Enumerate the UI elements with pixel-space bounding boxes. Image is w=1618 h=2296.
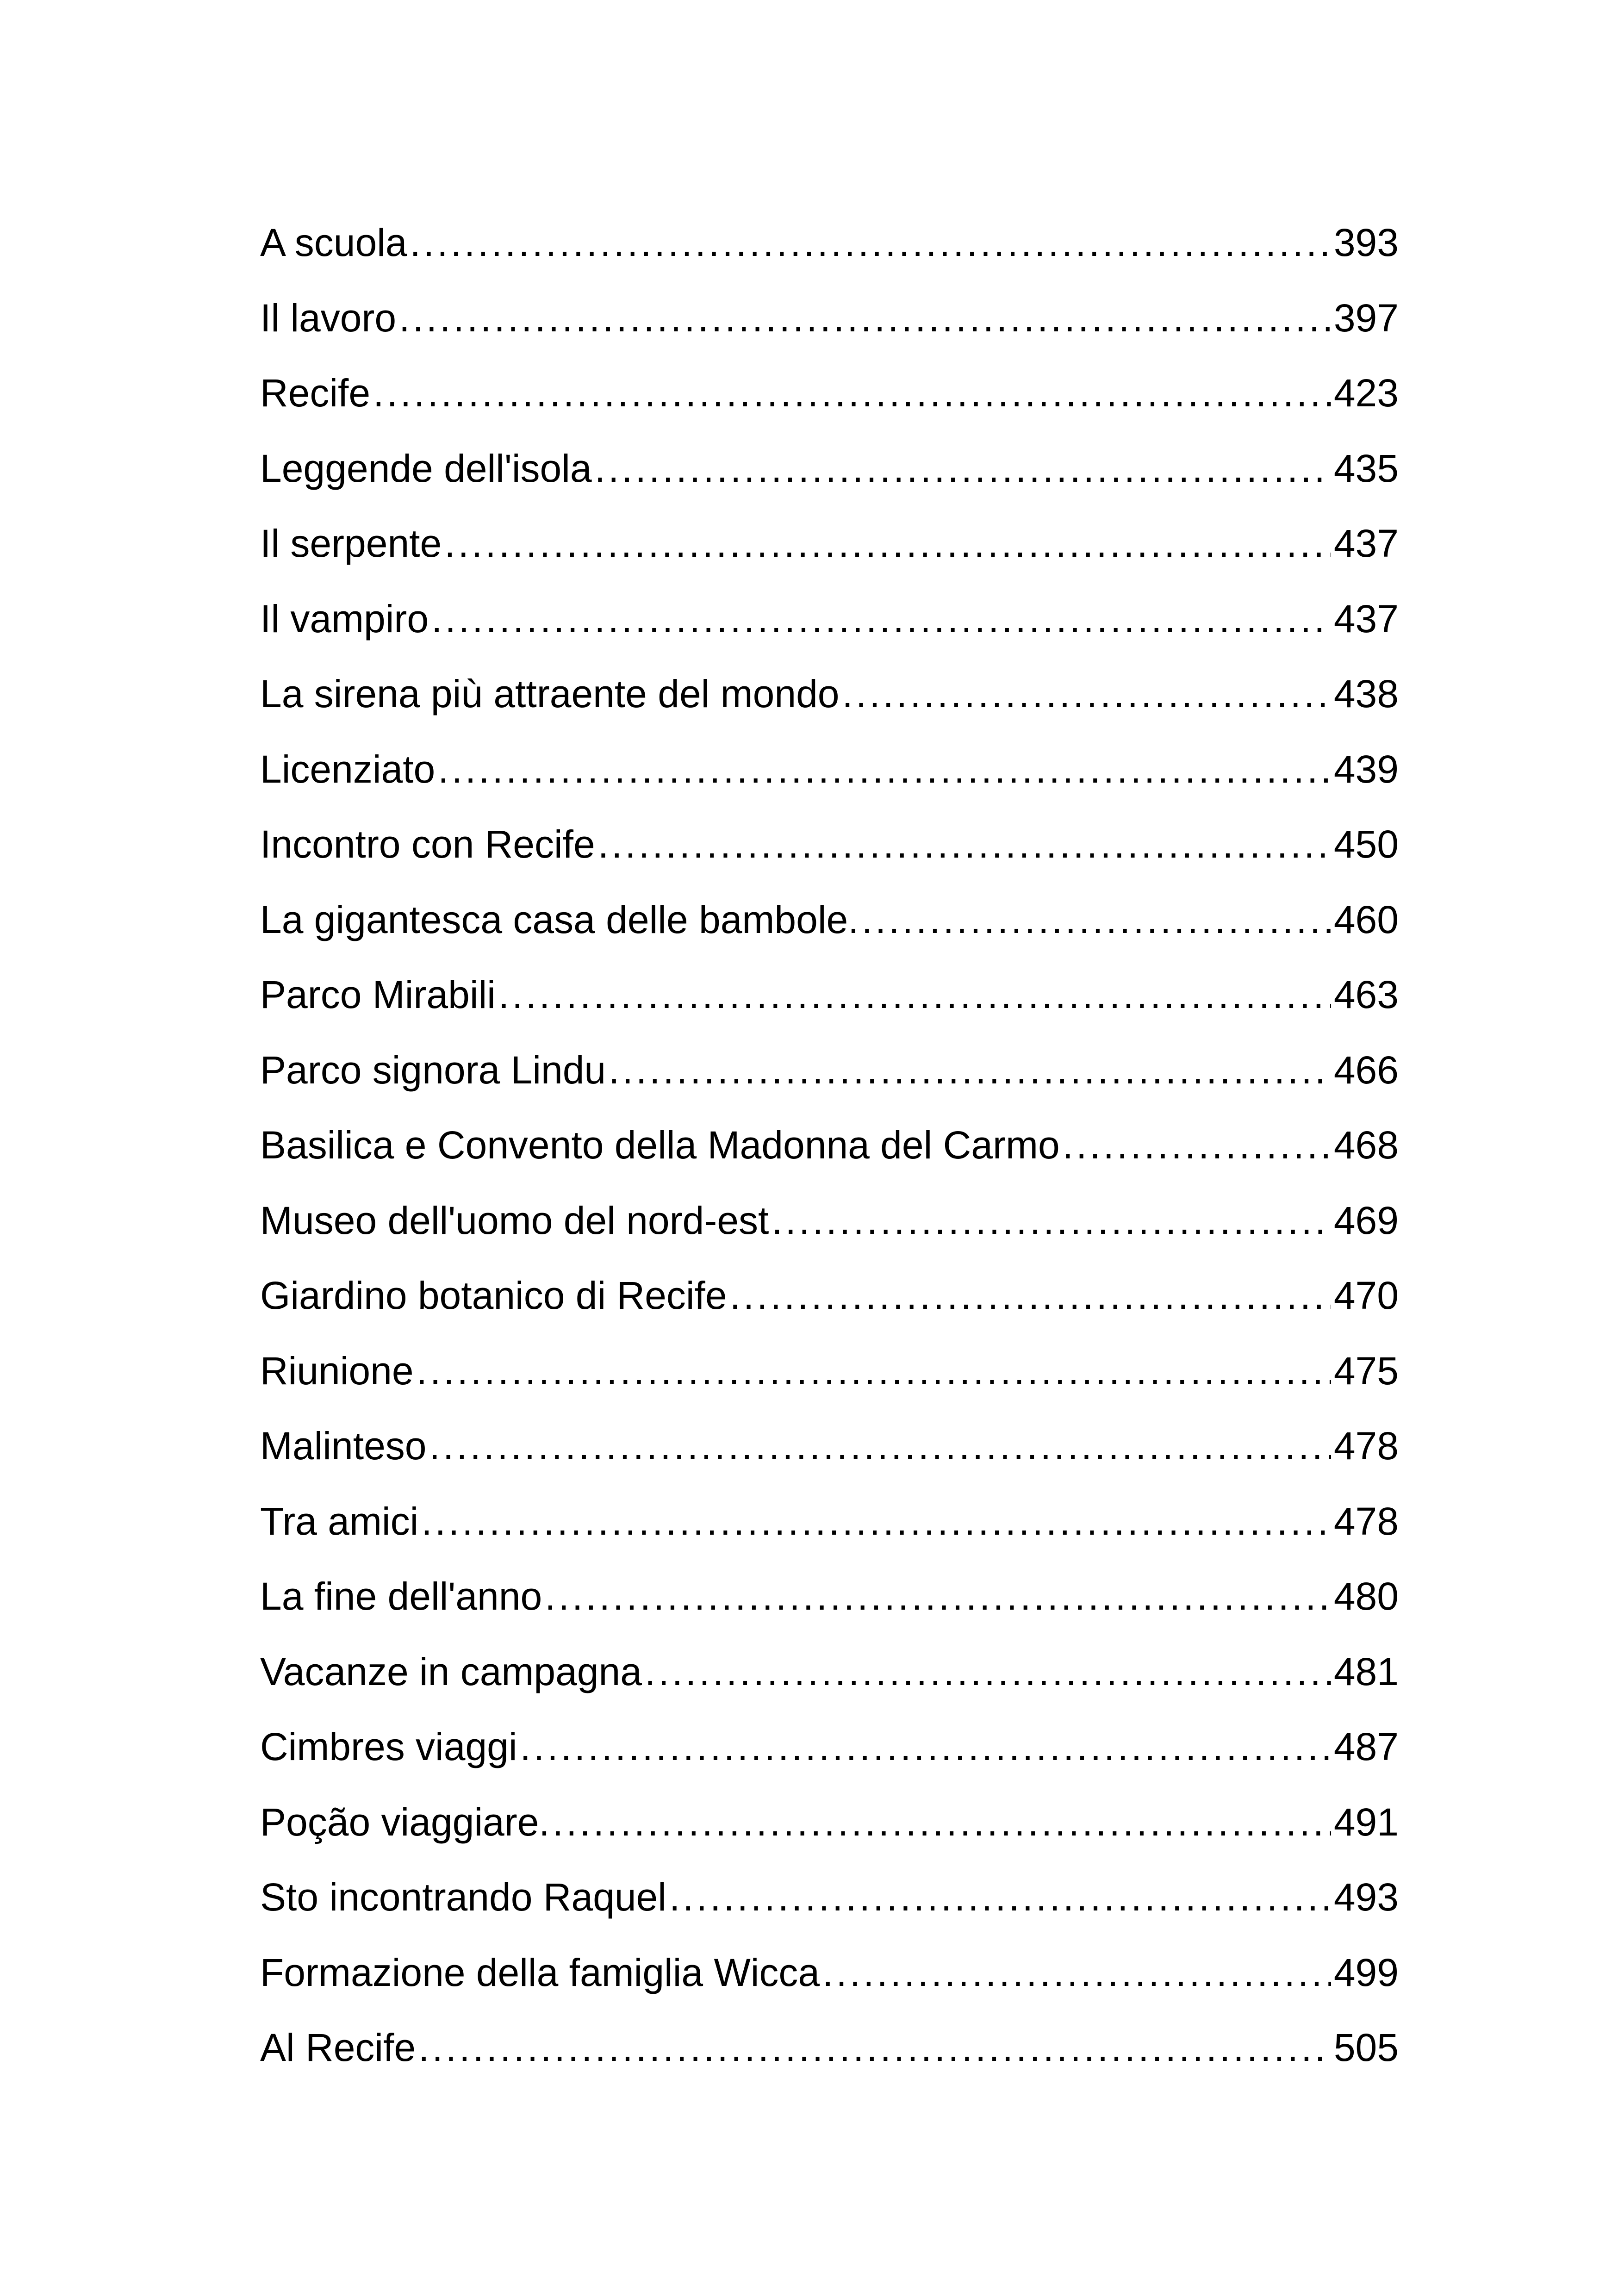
toc-entry-page: 435 — [1333, 446, 1399, 490]
toc-entry-title: Malinteso — [260, 1424, 427, 1468]
toc-entry-page: 439 — [1333, 747, 1399, 791]
toc-entry-page: 505 — [1333, 2026, 1399, 2069]
toc-entry-title: Parco signora Lindu — [260, 1048, 606, 1092]
toc-entry-title: Riunione — [260, 1349, 414, 1393]
dot-leader — [438, 732, 1331, 807]
toc-entry[interactable] — [260, 957, 1399, 1033]
toc-entry-title: Cimbres viaggi — [260, 1725, 517, 1768]
toc-entry-title: Il serpente — [260, 522, 442, 565]
toc-entry[interactable] — [260, 205, 1399, 280]
toc-entry[interactable] — [260, 1935, 1399, 2010]
toc-entry-page: 450 — [1333, 822, 1399, 866]
toc-entry-page: 466 — [1333, 1048, 1399, 1092]
toc-entry-page: 493 — [1333, 1875, 1399, 1919]
toc-entry[interactable] — [260, 1408, 1399, 1484]
toc-entry-page: 469 — [1333, 1198, 1399, 1242]
toc-entry-page: 437 — [1333, 522, 1399, 565]
toc-entry-page: 460 — [1333, 897, 1399, 941]
dot-leader — [421, 1484, 1331, 1559]
toc-entry-title: La fine dell'anno — [260, 1574, 542, 1618]
toc-entry[interactable] — [260, 280, 1399, 356]
toc-entry-title: Vacanze in campagna — [260, 1649, 642, 1693]
toc-entry-title: Il vampiro — [260, 597, 429, 641]
toc-entry[interactable] — [260, 882, 1399, 958]
dot-leader — [444, 506, 1331, 581]
toc-entry-title: Al Recife — [260, 2026, 416, 2069]
toc-entry[interactable] — [260, 1559, 1399, 1634]
toc-entry-title: Museo dell'uomo del nord-est — [260, 1198, 769, 1242]
toc-entry-page: 468 — [1333, 1123, 1399, 1167]
dot-leader — [553, 1785, 1331, 1860]
dot-leader — [595, 431, 1331, 506]
dot-leader — [669, 1860, 1331, 1935]
toc-entry-page: 499 — [1333, 1950, 1399, 1994]
dot-leader — [417, 1333, 1331, 1409]
toc-entry-title: Poção viaggiare. — [260, 1800, 550, 1844]
toc-entry-page: 478 — [1333, 1424, 1399, 1468]
toc-entry-page: 393 — [1333, 221, 1399, 264]
toc-entry[interactable] — [260, 355, 1399, 431]
toc-entry[interactable] — [260, 581, 1399, 657]
dot-leader — [498, 957, 1331, 1033]
toc-entry-page: 475 — [1333, 1349, 1399, 1393]
toc-entry[interactable] — [260, 1785, 1399, 1860]
toc-entry[interactable] — [260, 1709, 1399, 1785]
toc-entry[interactable] — [260, 1333, 1399, 1409]
toc-entry[interactable] — [260, 2010, 1399, 2085]
toc-entry-page: 463 — [1333, 973, 1399, 1016]
toc-entry-page: 437 — [1333, 597, 1399, 641]
dot-leader — [545, 1559, 1331, 1634]
dot-leader — [373, 355, 1331, 431]
toc-entry[interactable] — [260, 1258, 1399, 1333]
toc-entry-title: Basilica e Convento della Madonna del Carmo — [260, 1123, 1060, 1167]
toc-entry-page: 423 — [1333, 371, 1399, 415]
toc-entry[interactable] — [260, 1484, 1399, 1559]
toc-entry-title: La gigantesca casa delle bambole. — [260, 897, 859, 941]
toc-entry-page: 481 — [1333, 1649, 1399, 1693]
dot-leader — [842, 656, 1331, 732]
toc-entry-title: A scuola — [260, 221, 407, 264]
toc-entry-title: Leggende dell'isola — [260, 446, 592, 490]
dot-leader — [645, 1634, 1331, 1710]
toc-entry-title: Sto incontrando Raquel — [260, 1875, 666, 1919]
toc-entry-page: 397 — [1333, 296, 1399, 340]
dot-leader — [399, 280, 1331, 356]
toc-entry[interactable] — [260, 807, 1399, 882]
toc-entry-title: Licenziato — [260, 747, 436, 791]
toc-entry[interactable] — [260, 506, 1399, 581]
toc-entry-title: Incontro con Recife — [260, 822, 595, 866]
toc-entry[interactable] — [260, 431, 1399, 506]
dot-leader — [609, 1033, 1331, 1108]
toc-entry[interactable] — [260, 1033, 1399, 1108]
dot-leader — [418, 2010, 1331, 2085]
toc-entry-title: Formazione della famiglia Wicca — [260, 1950, 820, 1994]
toc-entry[interactable] — [260, 1108, 1399, 1183]
toc-entry-page: 438 — [1333, 672, 1399, 716]
toc-entry-title: Parco Mirabili — [260, 973, 496, 1016]
dot-leader — [772, 1183, 1331, 1258]
toc-entry-page: 487 — [1333, 1725, 1399, 1768]
toc-entry-title: Tra amici — [260, 1499, 419, 1543]
dot-leader — [598, 807, 1331, 882]
toc-entry-title: La sirena più attraente del mondo — [260, 672, 840, 716]
toc-entry[interactable] — [260, 656, 1399, 732]
dot-leader — [410, 205, 1331, 280]
dot-leader — [822, 1935, 1331, 2010]
dot-leader — [431, 581, 1331, 657]
dot-leader — [862, 882, 1331, 958]
dot-leader — [730, 1258, 1331, 1333]
toc-entry-page: 491 — [1333, 1800, 1399, 1844]
toc-entry-title: Giardino botanico di Recife — [260, 1274, 727, 1317]
toc-entry-title: Recife — [260, 371, 371, 415]
toc-entry[interactable] — [260, 1860, 1399, 1935]
toc-entry-page: 480 — [1333, 1574, 1399, 1618]
toc-entry[interactable] — [260, 732, 1399, 807]
dot-leader — [520, 1709, 1331, 1785]
toc-entry[interactable] — [260, 1183, 1399, 1258]
table-of-contents — [260, 205, 1399, 2085]
dot-leader — [429, 1408, 1331, 1484]
toc-entry[interactable] — [260, 1634, 1399, 1710]
dot-leader — [1063, 1108, 1331, 1183]
toc-entry-page: 478 — [1333, 1499, 1399, 1543]
toc-entry-title: Il lavoro — [260, 296, 397, 340]
toc-entry-page: 470 — [1333, 1274, 1399, 1317]
